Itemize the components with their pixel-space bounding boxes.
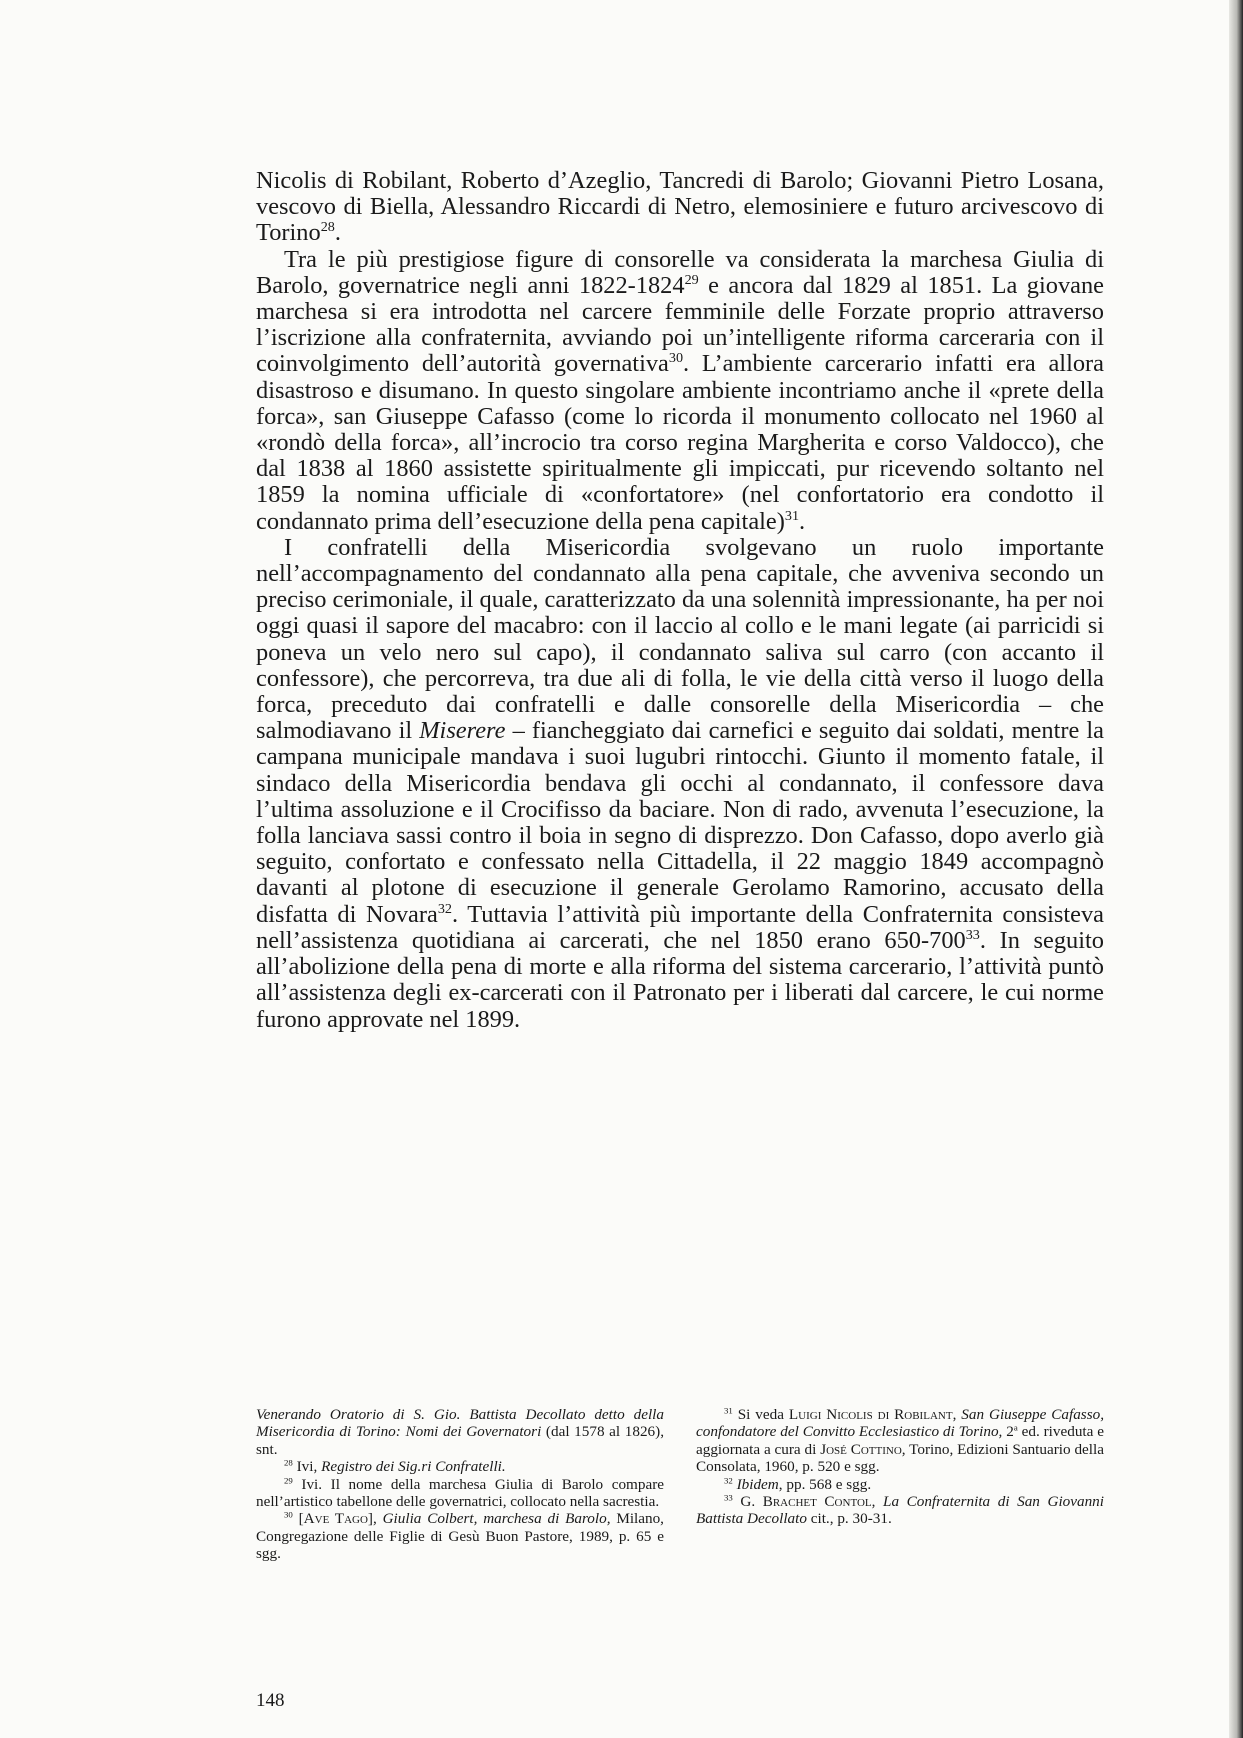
footnote-32: $^{32}$ Ibidem, pp. 568 e sgg. [724, 1475, 872, 1493]
footnote-31: $^{31}$ Si veda Luigi Nicolis di Robilant, San Giuseppe Cafasso, confondatore del Convitto Ecclesiastico di Torino, 2$^a$ ed. riveduta e aggiornata a cura di José Cottino, Torino, Edizioni Santuario della Consolata, 1960, p. 520 e sgg. [696, 1405, 1105, 1476]
footnote-33: $^{33}$ G. Brachet Contol, La Confraternita di San Giovanni Battista Decollato cit., p. 30-31. [696, 1492, 1104, 1528]
footnote-30: $^{30}$ [Ave Tago], Giulia Colbert, marchesa di Barolo, Milano, Congregazione delle Figlie di Gesù Buon Pastore, 1989, p. 65 e sgg. [256, 1509, 664, 1563]
paragraph-2: Tra le più prestigiose figure di consorelle va considerata la marchesa Giulia di Barolo, governatrice negli anni 1822-1824$^{29}$ e ancora dal 1829 al 1851. La giovane marchesa si era introdotta nel carcere femminile delle Forzate proprio attraverso l’iscrizione alla confraternita, avviando poi un’intelligente riforma carceraria con il coinvolgimento dell’autorità governativa$^{30}$. L’ambiente carcerario infatti era allora disastroso e disumano. In questo singolare ambiente incontriamo anche il «prete della forca», san Giuseppe Cafasso (come lo ricorda il monumento collocato nel 1960 al «rondò della forca», all’incrocio tra corso regina Margherita e corso Valdocco), che dal 1838 al 1860 assistette spiritualmente gli impiccati, pur ricevendo soltanto nel 1859 la nomina ufficiale di «confortatore» (nel confortatorio era condotto il condannato prima dell’esecuzione della pena capitale)$^{31}$. [256, 245, 1105, 535]
main-text [256, 168, 1104, 1033]
page-number: 148 [256, 1690, 285, 1711]
footnotes-left-column [256, 1406, 664, 1563]
footnote-ref-32[interactable]: 32 [437, 900, 452, 917]
miserere-title: Miserere [419, 717, 506, 745]
footnote-ref-31[interactable]: 31 [784, 507, 800, 524]
page-edge-shadow [1229, 0, 1243, 1738]
footnotes-right-column [696, 1406, 1104, 1563]
footnote-ref-29[interactable]: 29 [684, 272, 699, 289]
footnote-ref-33[interactable]: 33 [965, 927, 980, 944]
footnote-ref-28[interactable]: 28 [320, 219, 335, 236]
footnote-28: $^{28}$ Ivi, Registro dei Sig.ri Confratelli. [284, 1457, 506, 1476]
paragraph-3: I confratelli della Misericordia svolgevano un ruolo importante nell’accompagnamento del condannato alla pena capitale, che avveniva secondo un preciso cerimoniale, il quale, caratterizzato da una solennità impressionante, ha per noi oggi quasi il sapore del macabro: con il laccio al collo e le mani legate (ai parricidi si poneva un velo nero sul capo), il condannato saliva sul carro (con accanto il confessore), che percorreva, tra due ali di folla, le vie della città verso il luogo della forca, preceduto dai confratelli e dalle consorelle della Misericordia – che salmodiavano il Miserere – fiancheggiato dai carnefici e seguito dai soldati, mentre la campana municipale mandava i suoi lugubri rintocchi. Giunto il momento fatale, il sindaco della Misericordia bendava gli occhi al condannato, il confessore dava l’ultima assoluzione e il Crocifisso da baciare. Non di rado, avvenuta l’esecuzione, la folla lanciava sassi contro il boia in segno di disprezzo. Don Cafasso, dopo averlo già seguito, confortato e confessato nella Cittadella, il 22 maggio 1849 accompagnò davanti al plotone di esecuzione il generale Gerolamo Ramorino, accusato della disfatta di Novara$^{32}$. Tuttavia l’attività più importante della Confraternita consisteva nell’assistenza quotidiana ai carcerati, che nel 1850 erano $650-700^{33}$. In seguito all’abolizione della pena di morte e alla riforma del sistema carcerario, l’attività puntò all’assistenza degli ex-carcerati con il Patronato per i liberati dal carcere, le cui norme furono approvate nel 1899. [256, 533, 1104, 1033]
source-note: Venerando Oratorio di S. Gio. Battista Decollato detto della Misericordia di Torino: Nomi dei Governatori (dal 1578 al 1826), snt. [256, 1406, 665, 1458]
footnote-ref-30[interactable]: 30 [668, 350, 684, 367]
footnotes [256, 1406, 1104, 1563]
footnote-29: $^{29}$ Ivi. Il nome della marchesa Giulia di Barolo compare nell’artistico tabellone delle governatrici, collocato nella sacrestia. [256, 1475, 664, 1511]
paragraph-1: Nicolis di Robilant, Roberto d’Azeglio, Tancredi di Barolo; Giovanni Pietro Losana, vescovo di Biella, Alessandro Riccardi di Netro, elemosiniere e futuro arcivescovo di Torino$^{28}$. [256, 167, 1104, 247]
